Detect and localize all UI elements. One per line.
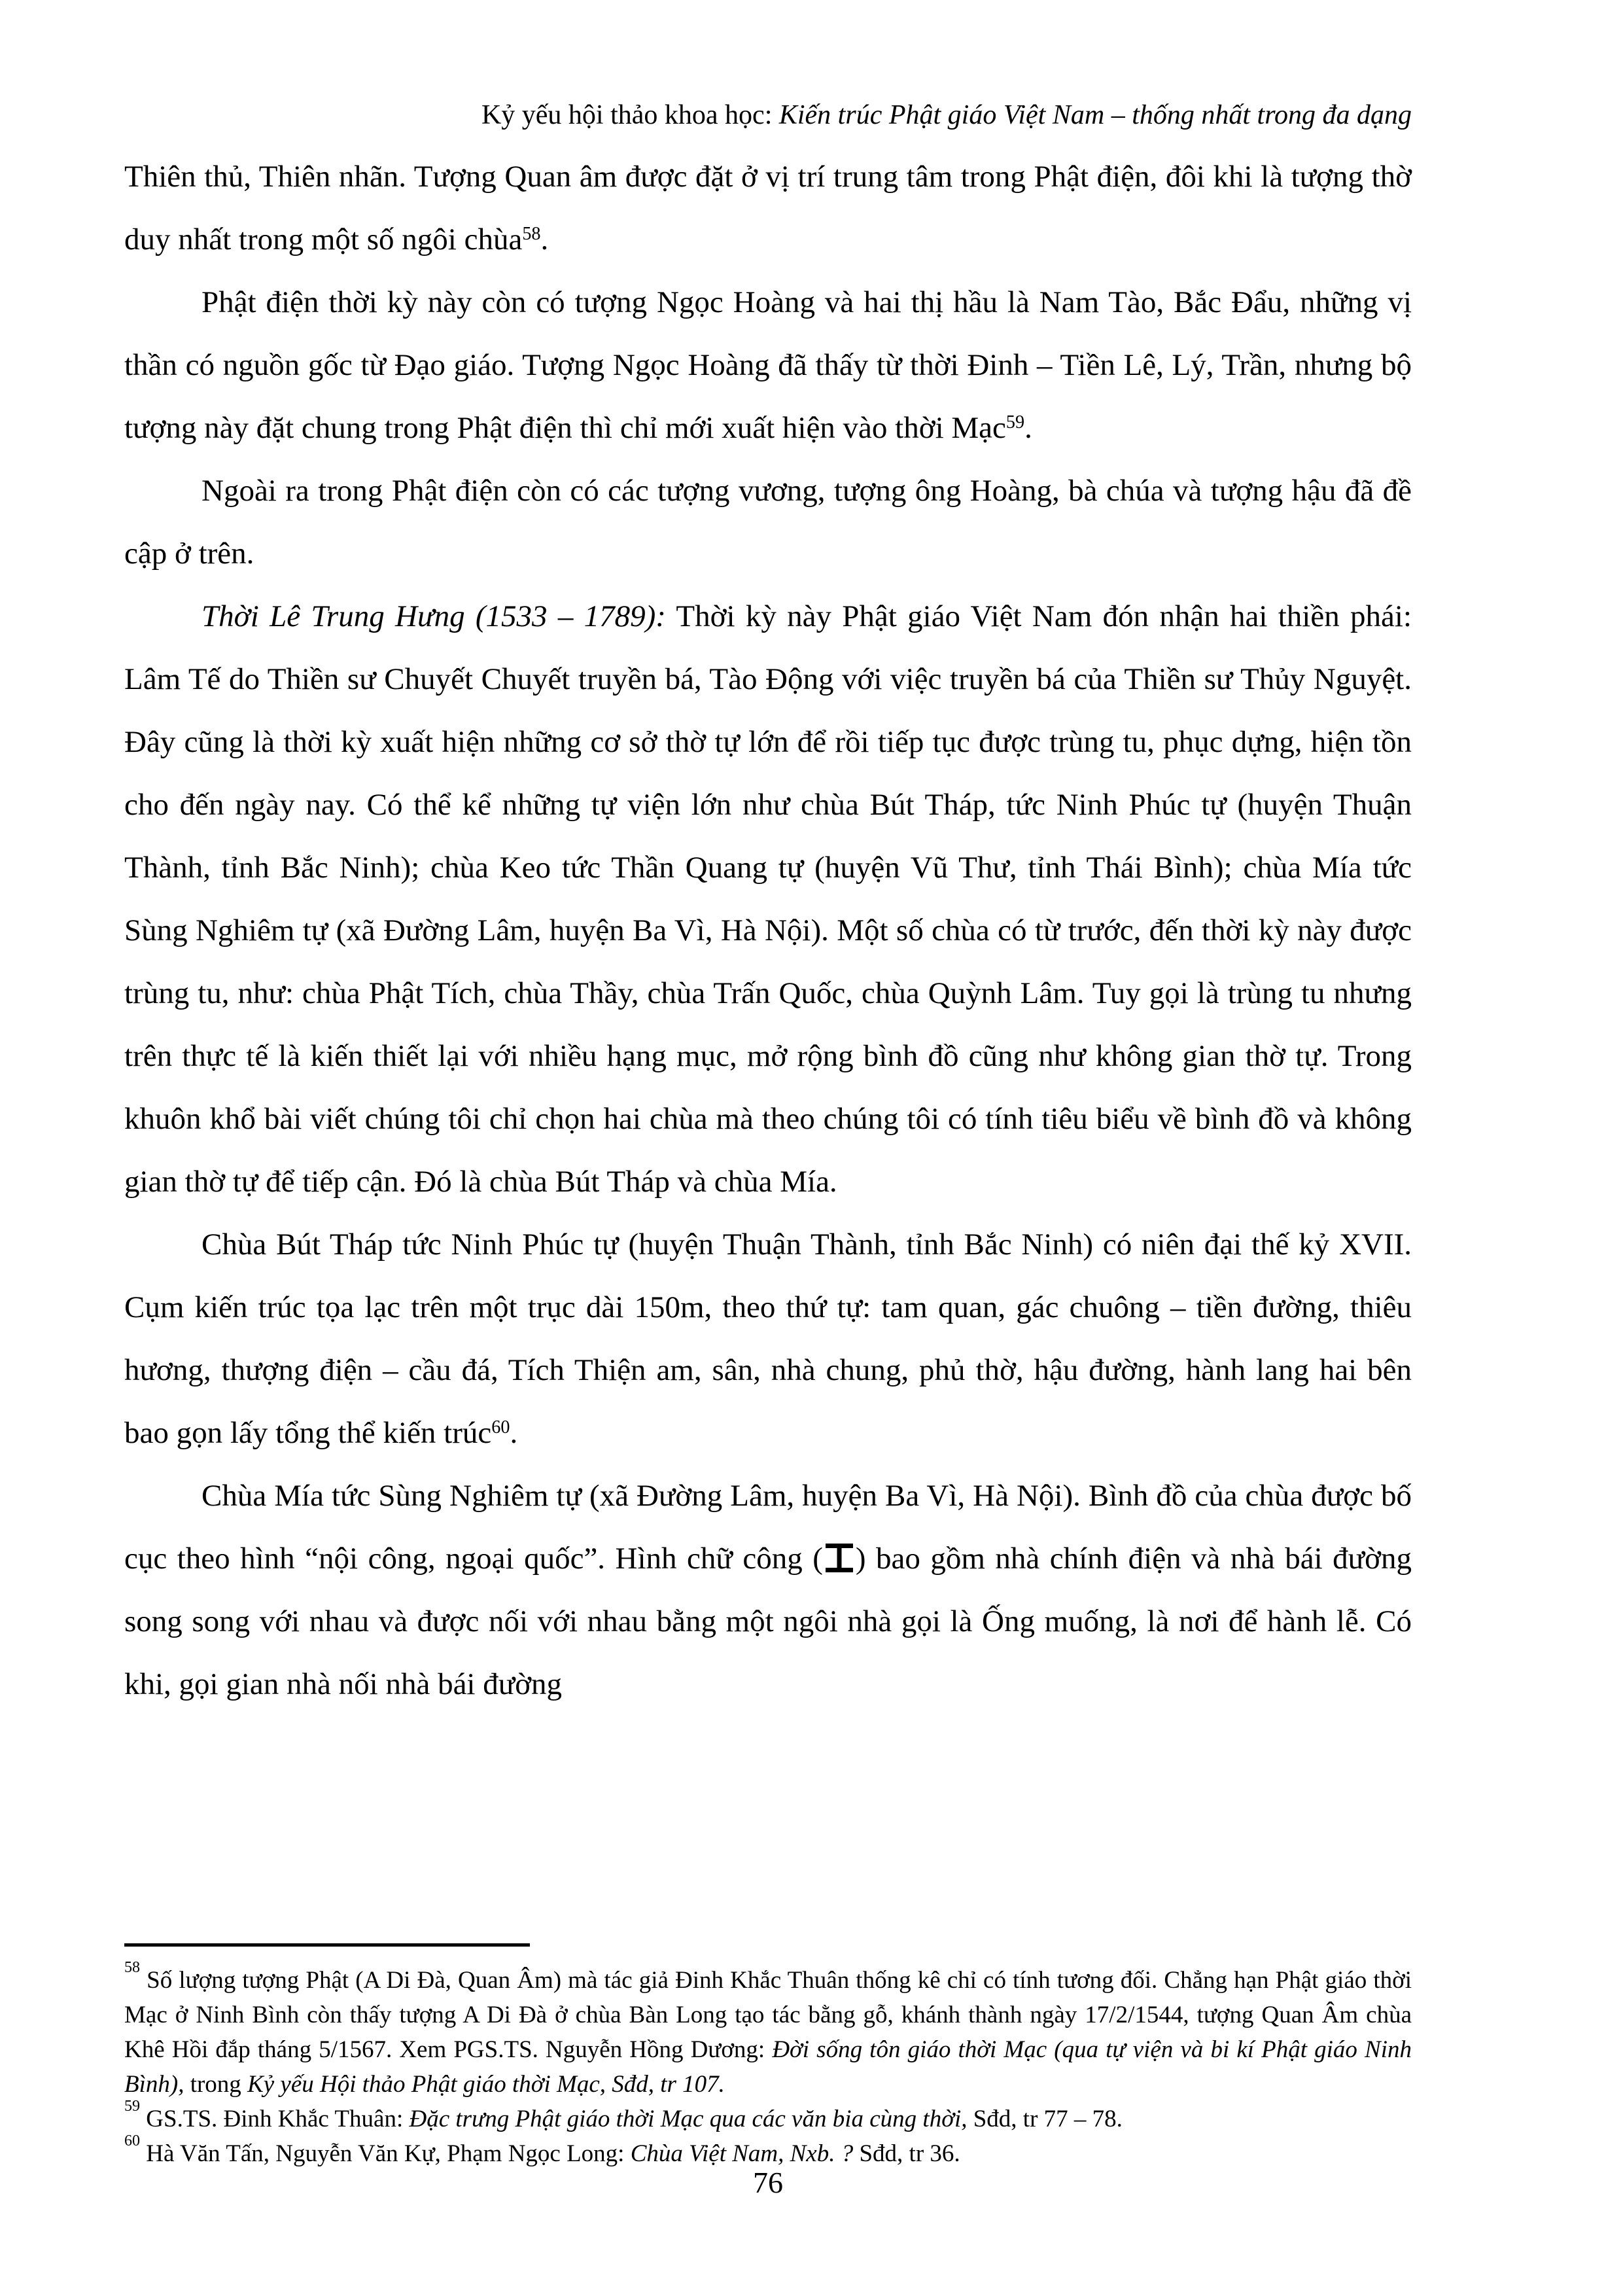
text-run: Chùa Mía tức Sùng Nghiêm tự (xã Đường Lâm, huyện Ba Vì, Hà Nội). Bình đồ của chùa được bố cục theo hình “nội công, ngoại quốc”. Hình chữ công ( <box>124 1479 1412 1576</box>
text-run: Sđd, tr 36. <box>853 2140 960 2167</box>
text-run: Chùa Bút Tháp tức Ninh Phúc tự (huyện Thuận Thành, tỉnh Bắc Ninh) có niên đại thế kỷ XVII. Cụm kiến trúc tọa lạc trên một trục dài 150m, theo thứ tự: tam quan, gác chuông – tiền đường, thiêu hương, thượng điện – cầu đá, Tích Thiện am, sân, nhà chung, phủ thờ, hậu đường, hành lang hai bên bao gọn lấy tổng thể kiến trúc <box>124 1227 1412 1450</box>
text-run: . <box>510 1416 518 1450</box>
header-title: Kiến trúc Phật giáo Việt Nam – thống nhất trong đa dạng <box>778 100 1412 130</box>
footnote-marker: 60 <box>124 2132 141 2149</box>
paragraph <box>124 1213 1412 1464</box>
text-run: Thời Lê Trung Hưng (1533 – 1789): <box>201 599 666 633</box>
paragraph <box>124 145 1412 271</box>
body-text <box>124 145 1412 1716</box>
running-header <box>124 96 1412 135</box>
footnote-marker: 59 <box>124 2097 141 2115</box>
text-run: Số lượng tượng Phật (A Di Đà, Quan Âm) mà tác giả Đinh Khắc Thuân thống kê chỉ có tính tương đối. Chẳng hạn Phật giáo thời Mạc ở Ninh Bình còn thấy tượng A Di Đà ở chùa Bàn Long tạo tác bằng gỗ, khánh thành ngày 17/2/1544, tượng Quan Âm chùa Khê Hồi đắp tháng 5/1567. Xem PGS.TS. Nguyễn Hồng Dương: <box>124 1967 1412 2063</box>
footnote-reference: 60 <box>491 1417 510 1438</box>
footnote <box>124 1958 1412 2102</box>
text-run: Phật điện thời kỳ này còn có tượng Ngọc Hoàng và hai thị hầu là Nam Tào, Bắc Đẩu, những vị thần có nguồn gốc từ Đạo giáo. Tượng Ngọc Hoàng đã thấy từ thời Đinh – Tiền Lê, Lý, Trần, nhưng bộ tượng này đặt chung trong Phật điện thì chỉ mới xuất hiện vào thời Mạc <box>124 285 1412 445</box>
footnote <box>124 2097 1412 2136</box>
text-run: . <box>1024 411 1032 445</box>
paragraph <box>124 585 1412 1213</box>
text-run: Thiên thủ, Thiên nhãn. Tượng Quan âm được đặt ở vị trí trung tâm trong Phật điện, đôi khi là tượng thờ duy nhất trong một số ngôi chùa <box>124 160 1412 256</box>
text-run: ) bao gồm nhà chính điện và nhà bái đường song song với nhau và được nối với nhau bằng một ngôi nhà gọi là Ống muống, là nơi để hành lễ. Có khi, gọi gian nhà nối nhà bái đường <box>124 1542 1412 1701</box>
footnotes <box>124 1958 1412 2171</box>
text-run: . <box>540 222 549 256</box>
header-prefix: Kỷ yếu hội thảo khoa học: <box>481 100 779 130</box>
text-run: Chùa Việt Nam, Nxb. ? <box>630 2140 854 2167</box>
footnote-reference: 58 <box>522 223 541 244</box>
cong-character-glyph <box>826 1544 853 1572</box>
paragraph <box>124 1464 1412 1716</box>
text-run: trong <box>184 2071 248 2098</box>
paragraph <box>124 459 1412 585</box>
footnote-separator <box>124 1943 530 1947</box>
text-run: Sđd, tr 77 – 78. <box>967 2106 1123 2132</box>
paragraph <box>124 271 1412 459</box>
text-run: Ngoài ra trong Phật điện còn có các tượng vương, tượng ông Hoàng, bà chúa và tượng hậu đã đề cập ở trên. <box>124 474 1412 571</box>
text-run: Hà Văn Tấn, Nguyễn Văn Kự, Phạm Ngọc Long: <box>140 2140 631 2167</box>
text-run: Đặc trưng Phật giáo thời Mạc qua các văn bia cùng thời, <box>409 2106 968 2132</box>
text-run: Thời kỳ này Phật giáo Việt Nam đón nhận hai thiền phái: Lâm Tế do Thiền sư Chuyết Chuyết truyền bá, Tào Động với việc truyền bá của Thiền sư Thủy Nguyệt. Đây cũng là thời kỳ xuất hiện những cơ sở thờ tự lớn để rồi tiếp tục được trùng tu, phục dựng, hiện tồn cho đến ngày nay. Có thể kể những tự viện lớn như chùa Bút Tháp, tức Ninh Phúc tự (huyện Thuận Thành, tỉnh Bắc Ninh); chùa Keo tức Thần Quang tự (huyện Vũ Thư, tỉnh Thái Bình); chùa Mía tức Sùng Nghiêm tự (xã Đường Lâm, huyện Ba Vì, Hà Nội). Một số chùa có từ trước, đến thời kỳ này được trùng tu, như: chùa Phật Tích, chùa Thầy, chùa Trấn Quốc, chùa Quỳnh Lâm. Tuy gọi là trùng tu nhưng trên thực tế là kiến thiết lại với nhiều hạng mục, mở rộng bình đồ cũng như không gian thờ tự. Trong khuôn khổ bài viết chúng tôi chỉ chọn hai chùa mà theo chúng tôi có tính tiêu biểu về bình đồ và không gian thờ tự để tiếp cận. Đó là chùa Bút Tháp và chùa Mía. <box>124 599 1412 1199</box>
text-run: Kỷ yếu Hội thảo Phật giáo thời Mạc, Sđd, tr 107. <box>247 2071 725 2098</box>
text-run: GS.TS. Đinh Khắc Thuân: <box>140 2106 410 2132</box>
text-run: Đời sống tôn giáo thời Mạc (qua tự viện và bi kí Phật giáo Ninh Bình), <box>124 2036 1412 2098</box>
footnote-reference: 59 <box>1005 412 1025 433</box>
footnote-marker: 58 <box>124 1958 141 1976</box>
page-number: 76 <box>753 2166 783 2199</box>
